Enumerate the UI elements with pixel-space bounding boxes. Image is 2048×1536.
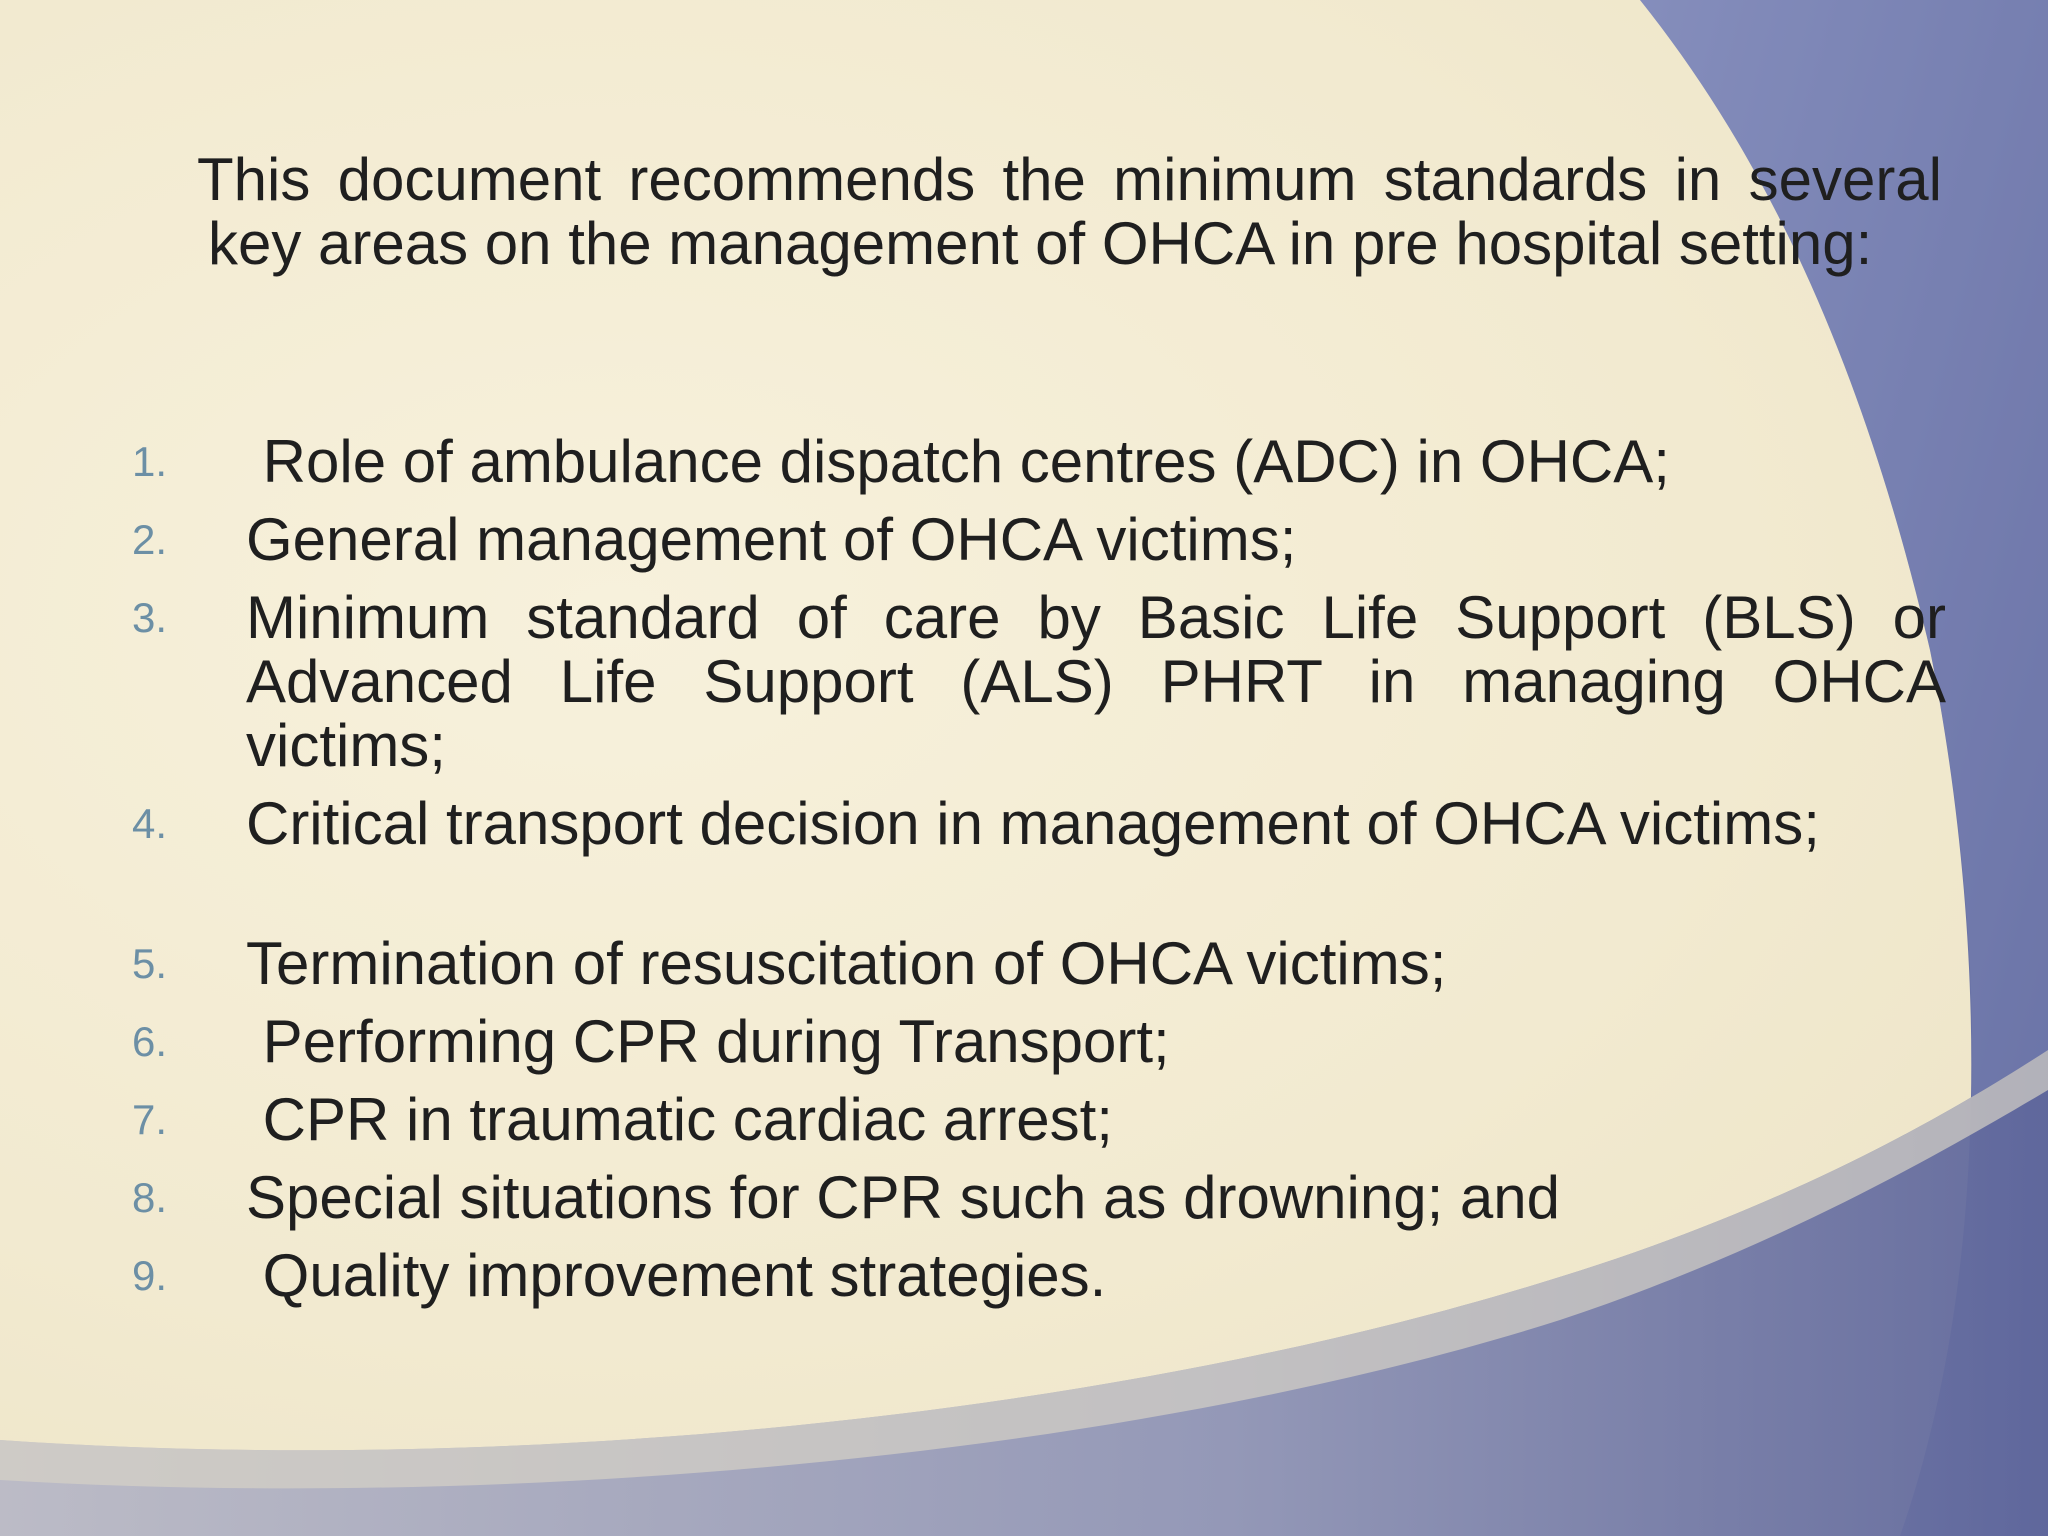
list-number: 2. <box>132 516 168 563</box>
list-text: General management of OHCA victims; <box>246 506 1297 573</box>
intro-paragraph: This document recommends the minimum standards in several key areas on the management of OHCA in pre hospital setting: <box>197 146 1942 277</box>
list-text: Critical transport decision in management of OHCA victims; <box>246 790 1820 857</box>
list-number: 7. <box>132 1096 168 1143</box>
list-number: 3. <box>132 594 168 641</box>
list-number: 9. <box>132 1252 168 1299</box>
list-text: Minimum standard of care by Basic Life Support (BLS) or Advanced Life Support (ALS) PHRT in managing OHCA victims; <box>246 584 1946 779</box>
list-number: 4. <box>132 800 168 847</box>
list-number: 5. <box>132 940 168 987</box>
list-text: Termination of resuscitation of OHCA victims; <box>246 930 1447 997</box>
list-text: Special situations for CPR such as drowning; and <box>246 1164 1561 1231</box>
list-number: 6. <box>132 1018 168 1065</box>
list-number: 1. <box>132 438 168 485</box>
list-text: Role of ambulance dispatch centres (ADC) in OHCA; <box>246 428 1670 495</box>
list-number: 8. <box>132 1174 168 1221</box>
list-text: CPR in traumatic cardiac arrest; <box>246 1086 1113 1153</box>
list-text: Quality improvement strategies. <box>246 1242 1107 1309</box>
list-text: Performing CPR during Transport; <box>246 1008 1170 1075</box>
